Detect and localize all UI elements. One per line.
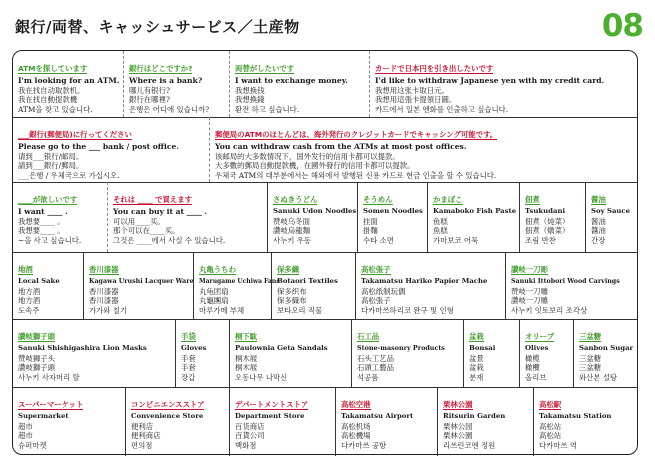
place-cell (125, 387, 229, 456)
chinese-simplified-text: 赞岐狮子头 (18, 353, 55, 363)
english-text: Convenience Store (131, 412, 204, 420)
phrase-heading: 讃岐獅子頭 (18, 332, 55, 341)
souvenir-cell (351, 319, 463, 387)
korean-text: ATM을 찾고 있습니다. (18, 104, 93, 114)
phrase-heading: 高松張子 (361, 265, 391, 274)
row-souvenirs-2 (13, 252, 637, 320)
place-cell (335, 387, 437, 456)
english-text: I'm looking for an ATM. (18, 76, 120, 85)
english-text: Sanuki Ittobori Wood Carvings (511, 278, 620, 285)
english-text: Gloves (181, 344, 207, 352)
souvenir-cell (83, 252, 193, 319)
chinese-traditional-text: 讚岐獅子頭 (18, 363, 55, 373)
korean-text: 오동나무 나막신 (235, 372, 288, 382)
korean-text: 우체국 ATM의 대부분에서는 해외에서 발행된 신용 카드로 현금 인출을 할 수 있습니다. (215, 170, 497, 180)
phrase-heading: 盆栽 (469, 332, 484, 341)
korean-text: 리쓰린코엔 정원 (443, 440, 496, 450)
korean-text: 편의점 (131, 440, 153, 450)
phrase-heading: 銀行はどこですか? (129, 64, 193, 73)
phrase-heading: 桐下駄 (235, 332, 258, 341)
phrase-cell (13, 182, 107, 252)
chinese-traditional-text: 香川漆器 (89, 296, 119, 306)
chinese-simplified-text: 高松纸制玩偶 (361, 286, 406, 296)
korean-text: 백화점 (235, 440, 257, 450)
chinese-simplified-text: 便利店 (131, 421, 154, 431)
page-title: 銀行/両替、キャッシュサービス／土産物 (15, 18, 300, 36)
phrase-heading: 郵便局のATMのほとんどは、海外発行のクレジットカードでキャッシング可能です。 (215, 130, 498, 139)
chinese-simplified-text: 丸龟团扇 (199, 286, 229, 296)
souvenir-cell (519, 319, 573, 387)
souvenir-cell (355, 252, 505, 319)
souvenir-cell (585, 182, 639, 252)
souvenir-cell (175, 319, 229, 387)
chinese-simplified-text: 香川漆器 (89, 286, 119, 296)
phrase-heading: さぬきうどん (273, 195, 318, 204)
korean-text: 그것은 ____에서 사실 수 있습니다. (113, 235, 226, 245)
korean-text: ~을 사고 싶습니다. (18, 235, 82, 245)
chinese-simplified-text: 该邮局的大多数情况下，国外发行的信用卡都可以提款。 (215, 151, 400, 161)
english-text: Soy Sauce (591, 207, 631, 215)
phrase-heading: そうめん (363, 195, 393, 204)
phrase-heading: デパートメントストア (235, 400, 309, 409)
phrase-heading: ATMを探しています (18, 64, 88, 73)
english-text: Tsukudani (525, 207, 566, 215)
phrase-heading: 高松駅 (539, 400, 562, 409)
korean-text: 보타오리 직물 (277, 305, 323, 315)
korean-text: 간장 (591, 235, 606, 245)
chinese-traditional-text: 讚岐烏龍麵 (273, 226, 310, 236)
chinese-simplified-text: 栗林公园 (443, 421, 473, 431)
english-text: Ritsurin Garden (443, 412, 506, 420)
chinese-traditional-text: 魚糕 (433, 226, 448, 236)
chinese-traditional-text: 大多數的郵局自動提款機，在國外發行的信用卡都可以提款。 (215, 161, 415, 171)
chinese-traditional-text: 桐木屐 (235, 363, 258, 373)
chinese-traditional-text: 我想用這張卡提領日圓。 (375, 95, 457, 105)
korean-text: 슈퍼마켓 (18, 440, 47, 450)
phrase-heading: 醤油 (591, 195, 606, 204)
chinese-simplified-text: 我在找自动取款机。 (18, 85, 85, 95)
row-post-office (13, 117, 637, 183)
english-text: Sanuki Udon Noodles (273, 207, 357, 215)
english-text: I'd like to withdraw Japanese yen with my credit card. (375, 76, 605, 85)
english-text: Where is a bank? (129, 76, 203, 85)
english-text: Takamatsu Station (539, 412, 612, 420)
english-text: Marugame Uchiwa Fans (199, 278, 280, 285)
english-text: Local Sake (18, 277, 60, 285)
souvenir-cell (357, 182, 427, 252)
chinese-traditional-text: 石頭工藝品 (357, 363, 394, 373)
chinese-traditional-text: 醬油 (591, 226, 606, 236)
chinese-simplified-text: 酱油 (591, 216, 606, 226)
english-text: Bonsai (469, 344, 496, 352)
chinese-traditional-text: 便利商店 (131, 431, 161, 441)
chinese-simplified-text: 手套 (181, 353, 196, 363)
chinese-simplified-text: 盆景 (469, 353, 484, 363)
english-text: Stone-masonry Products (357, 344, 445, 352)
chinese-simplified-text: 鱼糕 (433, 216, 448, 226)
page-number: 08 (601, 8, 643, 44)
english-text: Takamatsu Hariko Papier Mache (361, 277, 488, 285)
english-text: You can buy it at ____ . (113, 207, 208, 216)
chinese-simplified-text: 赞岐乌冬面 (273, 216, 310, 226)
korean-text: 조림 반찬 (525, 235, 556, 245)
chinese-simplified-text: 我想用这张卡取日元。 (375, 85, 449, 95)
chinese-traditional-text: 高松張子 (361, 296, 391, 306)
souvenir-cell (193, 252, 280, 319)
korean-text: 와산본 설탕 (579, 372, 618, 382)
phrase-heading: 丸亀うちわ (199, 265, 236, 274)
chinese-traditional-text: 手套 (181, 363, 196, 373)
phrase-heading: 香川漆器 (89, 265, 119, 274)
korean-text: 카드에서 일본 엔화를 인출하고 싶습니다. (375, 104, 509, 114)
place-cell (229, 387, 335, 456)
chinese-traditional-text: 保多織布 (277, 296, 307, 306)
korean-text: 석공품 (357, 372, 379, 382)
chinese-simplified-text: 佃煮（炖菜） (525, 216, 570, 226)
korean-text: ___은행 / 우체국으로 가십시오. (18, 170, 120, 180)
chinese-simplified-text: 百货商店 (235, 421, 265, 431)
row-banking (13, 51, 637, 118)
chinese-simplified-text: 橄榄 (525, 353, 540, 363)
phrase-heading: ___銀行(郵便局)に行ってください (18, 130, 132, 139)
english-text: Botaori Textiles (277, 277, 338, 285)
chinese-traditional-text: 我想要____ 。 (18, 226, 65, 236)
english-text: Supermarket (18, 412, 69, 420)
phrase-cell (209, 117, 639, 182)
chinese-simplified-text: 我想要____ 。 (18, 216, 65, 226)
phrase-heading: かまぼこ (433, 195, 463, 204)
souvenir-cell (13, 319, 175, 387)
chinese-simplified-text: 挂面 (363, 216, 378, 226)
phrase-heading: ____が欲しいです (18, 195, 78, 204)
chinese-traditional-text: 超市 (18, 431, 33, 441)
english-text: Kamaboko Fish Paste (433, 207, 517, 215)
phrase-heading: 手袋 (181, 332, 196, 341)
souvenir-cell (463, 319, 519, 387)
souvenir-cell (427, 182, 519, 252)
chinese-traditional-text: 橄欖 (525, 363, 540, 373)
korean-text: 가가와 칠기 (89, 305, 128, 315)
row-souvenirs-3 (13, 319, 637, 388)
phrase-cell (229, 51, 369, 117)
chinese-traditional-text: 銀行在哪裡? (129, 95, 170, 105)
korean-text: 도속주 (18, 305, 40, 315)
chinese-traditional-text: 那个可以在____买。 (113, 226, 180, 236)
korean-text: 은행은 어디에 있습니까? (129, 104, 210, 114)
place-cell (533, 387, 639, 456)
chinese-simplified-text: 高松机场 (341, 421, 371, 431)
row-souvenirs-1 (13, 182, 637, 253)
chinese-traditional-text: 佃煮（燉菜） (525, 226, 570, 236)
phrase-table (12, 50, 638, 455)
phrase-cell (369, 51, 639, 117)
phrase-heading: 三盆糖 (579, 332, 602, 341)
row-places (13, 387, 637, 456)
english-text: Sanuki Shishigashira Lion Masks (18, 344, 147, 352)
chinese-simplified-text: 请到___银行/邮局。 (18, 151, 84, 161)
phrase-cell (13, 117, 209, 182)
english-text: Olives (525, 344, 549, 352)
english-text: Sanbon Sugar (579, 344, 634, 352)
english-text: You can withdraw cash from the ATMs at most post offices. (215, 142, 467, 151)
chinese-traditional-text: 栗林公園 (443, 431, 473, 441)
phrase-heading: スーパーマーケット (18, 400, 84, 409)
chinese-traditional-text: 盆栽 (469, 363, 484, 373)
chinese-simplified-text: 石头工艺品 (357, 353, 394, 363)
chinese-simplified-text: 超市 (18, 421, 33, 431)
place-cell (13, 387, 125, 456)
korean-text: 다카마쓰 공항 (341, 440, 387, 450)
korean-text: 가마보코 어묵 (433, 235, 479, 245)
korean-text: 장갑 (181, 372, 196, 382)
chinese-traditional-text: 請到___銀行/郵局。 (18, 161, 84, 171)
souvenir-cell (573, 319, 639, 387)
english-text: Please go to the ___ bank / post office. (18, 142, 180, 151)
english-text: Department Store (235, 412, 305, 420)
korean-text: 다카마쓰하리코 완구 및 인형 (361, 305, 454, 315)
chinese-traditional-text: 百貨公司 (235, 431, 265, 441)
phrase-heading: 両替がしたいです (235, 64, 295, 73)
phrase-heading: カードで日本円を引き出したいです (375, 64, 494, 73)
phrase-heading: 石工品 (357, 332, 380, 341)
phrase-heading: オリーブ (525, 332, 555, 341)
korean-text: 분재 (469, 372, 484, 382)
souvenir-cell (13, 252, 83, 319)
chinese-simplified-text: 桐木屐 (235, 353, 258, 363)
korean-text: 환전 하고 싶습니다. (235, 104, 300, 114)
korean-text: 사누키 우동 (273, 235, 312, 245)
korean-text: 사누키 사자머리 탈 (18, 372, 80, 382)
phrase-heading: コンビニエンスストア (131, 400, 205, 409)
english-text: Paulownia Geta Sandals (235, 344, 328, 352)
chinese-simplified-text: 哪儿有银行? (129, 85, 170, 95)
chinese-traditional-text: 讚岐一刀雕 (511, 296, 548, 306)
phrase-heading: 高松空港 (341, 400, 371, 409)
korean-text: 수타 소면 (363, 235, 394, 245)
chinese-traditional-text: 高松機場 (341, 431, 371, 441)
chinese-simplified-text: 可以用____买。 (113, 216, 165, 226)
place-cell (437, 387, 533, 456)
phrase-heading: 讃岐一刀彫 (511, 265, 548, 274)
korean-text: 다카마쓰 역 (539, 440, 578, 450)
chinese-traditional-text: 地方酒 (18, 296, 41, 306)
chinese-traditional-text: 我在找自動提款機 (18, 95, 78, 105)
souvenir-cell (267, 182, 357, 252)
phrase-cell (13, 51, 123, 117)
souvenir-cell (229, 319, 351, 387)
english-text: I want ____ . (18, 207, 68, 216)
chinese-simplified-text: 赞岐一刀雕 (511, 286, 548, 296)
chinese-traditional-text: 掛麵 (363, 226, 378, 236)
souvenir-cell (505, 252, 639, 319)
chinese-traditional-text: 我想換錢 (235, 95, 265, 105)
chinese-traditional-text: 丸龜團扇 (199, 296, 229, 306)
korean-text: 올리브 (525, 372, 547, 382)
chinese-simplified-text: 地方酒 (18, 286, 41, 296)
phrase-heading: それは ____ で買えます (113, 195, 193, 204)
english-text: Takamatsu Airport (341, 412, 414, 420)
phrase-heading: 保多織 (277, 265, 300, 274)
korean-text: 사누키 잇토보리 조각상 (511, 305, 588, 315)
korean-text: 마루가메 부채 (199, 305, 245, 315)
english-text: I want to exchange money. (235, 76, 348, 85)
phrase-heading: 佃煮 (525, 195, 540, 204)
souvenir-cell (519, 182, 585, 252)
phrase-heading: 栗林公園 (443, 400, 473, 409)
chinese-traditional-text: 三盆糖 (579, 363, 602, 373)
english-text: Somen Noodles (363, 207, 423, 215)
souvenir-cell (271, 252, 355, 319)
chinese-simplified-text: 高松站 (539, 421, 562, 431)
chinese-traditional-text: 高松站 (539, 431, 562, 441)
phrase-cell (107, 182, 267, 252)
phrase-cell (123, 51, 229, 117)
phrase-heading: 地酒 (18, 265, 33, 274)
english-text: Kagawa Urushi Lacquer Ware (89, 278, 194, 285)
chinese-simplified-text: 我想换钱 (235, 85, 265, 95)
chinese-simplified-text: 保多织布 (277, 286, 307, 296)
chinese-simplified-text: 三盆糖 (579, 353, 602, 363)
